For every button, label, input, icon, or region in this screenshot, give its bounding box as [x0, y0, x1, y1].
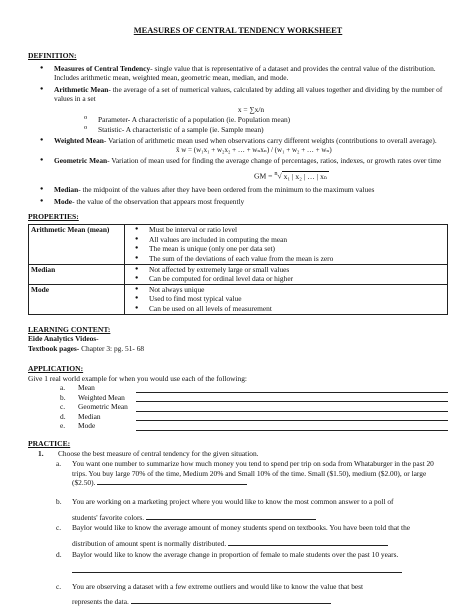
- properties-table: [28, 224, 448, 315]
- answer-blank[interactable]: [131, 597, 331, 604]
- application-list: [60, 383, 448, 431]
- sub-letter: c.: [56, 581, 62, 591]
- sub-text: You are observing a dataset with a few extreme outliers and would like to know the value that best: [72, 581, 364, 591]
- def-arithmetic-mean: [40, 85, 448, 135]
- property-item: ● All values are included in computing the mean: [127, 235, 445, 245]
- textbook-label: Textbook pages-: [28, 344, 80, 354]
- item-label: Geometric Mean: [78, 402, 128, 412]
- item-label: Median: [78, 411, 101, 421]
- application-prompt: Give 1 real world example for when you would use each of the following:: [28, 373, 247, 383]
- learning-textbook: [28, 344, 448, 354]
- gm-radicand: x₁ | x₂ | … | xₙ: [283, 171, 328, 181]
- property-item: ● Must be interval or ratio level: [127, 225, 445, 235]
- item-label: Mean: [78, 383, 95, 393]
- subquestion-d: [28, 550, 448, 560]
- table-row: [29, 264, 448, 284]
- item-letter: c.: [60, 402, 66, 412]
- definition-heading: DEFINITION:: [28, 50, 77, 60]
- page-title: MEASURES OF CENTRAL TENDENCY WORKSHEET: [133, 26, 343, 35]
- arithmetic-sub-list: [84, 115, 448, 134]
- answer-blank[interactable]: [97, 478, 247, 485]
- property-item: ● The mean is unique (only one per data set): [127, 244, 445, 254]
- item-label: Mode: [78, 421, 96, 431]
- sub-text: Baylor would like to know the average amount of money students spend on textbooks. You have been told that the: [72, 523, 411, 533]
- item-letter: d.: [60, 411, 66, 421]
- subquestion-a: [28, 459, 448, 488]
- subquestion-c2: [28, 582, 448, 592]
- def-text: - Variation of arithmetic mean used when observations carry different weights (contributions to overall average).: [103, 136, 437, 146]
- subquestion-b: [28, 497, 448, 507]
- textbook-pages: Chapter 3: pg. 51- 68: [79, 344, 145, 354]
- weighted-formula: x̄ w = (w₁x₁ + w₂x₂ + … + wₙxₙ) / (w₁ + w₂ + … + wₙ): [176, 145, 332, 154]
- sub-text: Baylor would like to know the average change in proportion of female to male students over the past 10 years.: [72, 549, 399, 559]
- practice-section: [28, 439, 448, 607]
- answer-blank[interactable]: [228, 539, 388, 546]
- list-item: [60, 393, 448, 403]
- item-letter: a.: [60, 383, 66, 393]
- property-items: [125, 284, 448, 314]
- def-text: - the average of a set of numerical values, calculated by adding all values together and dividing by the number of values in a set: [54, 84, 443, 104]
- sub-text: students' favorite colors.: [72, 512, 145, 522]
- question-text: Choose the best measure of central tendency for the given situation.: [58, 448, 259, 458]
- sub-text: represents the data.: [72, 597, 129, 607]
- subquestion-d-blank: [28, 566, 448, 576]
- def-term: Measures of Central Tendency: [54, 63, 151, 73]
- sub-text: You want one number to summarize how much money you tend to spend per trip on soda from Whataburger in the past 20 trips. You buy large 70% of the time, Medium 20% and Small 10% of the time. Small ($1.50), medium ($2.00), or large ($2.50).: [72, 459, 434, 488]
- property-name: Mode: [29, 284, 125, 314]
- property-name: Arithmetic Mean (mean): [29, 225, 125, 265]
- learning-section: [28, 325, 448, 354]
- application-section: [28, 364, 448, 431]
- answer-line[interactable]: [136, 386, 448, 393]
- property-item: ● Can be computed for ordinal level data or higher: [127, 274, 445, 284]
- def-text: - the midpoint of the values after they have been ordered from the minimum to the maximum values: [78, 185, 375, 195]
- def-mode: [40, 197, 448, 207]
- answer-blank[interactable]: [72, 566, 402, 573]
- property-name: Median: [29, 264, 125, 284]
- answer-line[interactable]: [136, 414, 448, 421]
- list-item: [60, 421, 448, 431]
- sub-letter: c.: [56, 523, 62, 533]
- sub-text: You are working on a marketing project where you would like to know the most common answer to a poll of: [72, 497, 394, 507]
- sub-item: o Statistic- A characteristic of a sample (ie. Sample mean): [84, 125, 448, 135]
- def-geometric-mean: [40, 156, 448, 181]
- def-text: - the value of the observation that appears most frequently: [72, 196, 245, 206]
- subquestion-c2-cont: [28, 597, 448, 607]
- table-row: [29, 284, 448, 314]
- def-text: - Variation of mean used for finding the average change of percentages, ratios, indexes, or growth rates over time: [107, 156, 442, 166]
- def-median: [40, 185, 448, 195]
- gm-root-index: n: [274, 170, 278, 177]
- learning-videos: Eide Analytics Videos-: [28, 334, 99, 344]
- def-central-tendency: [40, 64, 448, 83]
- def-term: Mode: [54, 196, 73, 206]
- item-label: Weighted Mean: [78, 392, 125, 402]
- learning-heading: LEARNING CONTENT:: [28, 324, 111, 334]
- question-1: [28, 449, 448, 459]
- definition-list: [40, 64, 448, 206]
- property-item: ● Can be used on all levels of measurement: [127, 304, 445, 314]
- geometric-formula: GM = $^n$√ x₁ | x₂ | … | xₙ: [254, 170, 328, 181]
- answer-line[interactable]: [136, 424, 448, 431]
- sub-letter: d.: [56, 549, 62, 559]
- item-letter: e.: [60, 421, 66, 431]
- def-term: Median: [54, 185, 79, 195]
- table-row: [29, 225, 448, 265]
- property-items: [125, 264, 448, 284]
- property-item: ● Not affected by extremely large or small values: [127, 265, 445, 275]
- answer-line[interactable]: [136, 395, 448, 402]
- sub-letter: b.: [56, 497, 62, 507]
- list-item: [60, 412, 448, 422]
- properties-heading: PROPERTIES:: [28, 212, 79, 222]
- property-item: ● Used to find most typical value: [127, 294, 445, 304]
- practice-heading: PRACTICE:: [28, 438, 71, 448]
- sub-letter: a.: [56, 459, 62, 469]
- sub-text: distribution of amount spent is normally distributed.: [72, 538, 227, 548]
- properties-section: [28, 212, 448, 314]
- definition-section: [28, 51, 448, 206]
- def-text: - single value that is representative of a dataset and provides the central value of the distribution. Includes arithmetic mean, weighted mean, geometric mean, median, and mode.: [54, 63, 436, 83]
- def-term: Arithmetic Mean: [54, 84, 109, 94]
- arithmetic-formula: x = ∑x/n: [237, 104, 265, 114]
- def-weighted-mean: [40, 136, 448, 155]
- sub-item: o Parameter- A characteristic of a population (ie. Population mean): [84, 115, 448, 125]
- gm-lhs: GM =: [254, 171, 275, 181]
- property-items: [125, 225, 448, 265]
- list-item: [60, 402, 448, 412]
- def-term: Geometric Mean: [54, 156, 108, 166]
- subquestion-c-cont: [28, 539, 448, 549]
- answer-blank[interactable]: [146, 513, 316, 520]
- def-term: Weighted Mean: [54, 136, 104, 146]
- question-number: 1.: [38, 448, 44, 458]
- subquestion-c: [28, 523, 448, 533]
- answer-line[interactable]: [136, 405, 448, 412]
- property-item: ● Not always unique: [127, 285, 445, 295]
- item-letter: b.: [60, 392, 66, 402]
- list-item: [60, 383, 448, 393]
- property-item: ● The sum of the deviations of each value from the mean is zero: [127, 254, 445, 264]
- application-heading: APPLICATION:: [28, 363, 84, 373]
- subquestion-b-cont: [28, 513, 448, 523]
